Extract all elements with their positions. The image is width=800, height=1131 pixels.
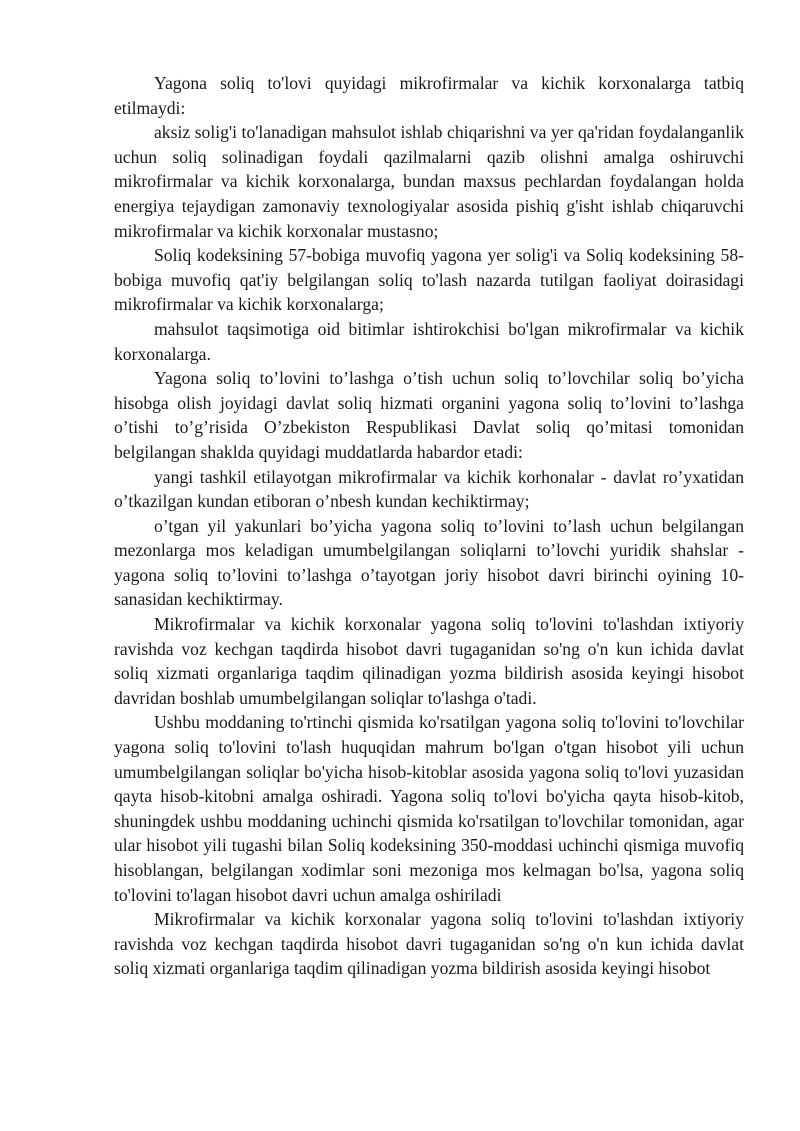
paragraph-1: Yagona soliq to'lovi quyidagi mikrofirmalar va kichik korxonalarga tatbiq etilmaydi:	[114, 73, 744, 118]
paragraph-3: Soliq kodeksining 57-bobiga muvofiq yagona yer solig'i va Soliq kodeksining 58-bobiga muvofiq qat'iy belgilangan soliq to'lash nazarda tutilgan faoliyat doirasidagi mikrofirmalar va kichik korxonalarga;	[114, 245, 744, 315]
paragraph-5: Yagona soliq to’lovini to’lashga o’tish uchun soliq to’lovchilar soliq bo’yicha hisobga olish joyidagi davlat soliq hizmati organini yagona soliq to’lovini to’lashga o’tishi to’g’risida O’zbekiston Respublikasi Davlat soliq qo’mitasi tomonidan belgilangan shaklda quyidagi muddatlarda habardor etadi:	[114, 368, 744, 462]
paragraph-2: aksiz solig'i to'lanadigan mahsulot ishlab chiqarishni va yer qa'ridan foydalanganlik uchun soliq solinadigan foydali qazilmalarni qazib olishni amalga oshiruvchi mikrofirmalar va kichik korxonalarga, bundan maxsus pechlardan foydalangan holda energiya tejaydigan zamonaviy texnologiyalar asosida pishiq g'isht ishlab chiqaruvchi mikrofirmalar va kichik korxonalar mustasno;	[114, 122, 744, 241]
paragraph-7: o’tgan yil yakunlari bo’yicha yagona soliq to’lovini to’lash uchun belgilangan mezonlarga mos keladigan umumbelgilangan soliqlarni to’lovchi yuridik shahslar - yagona soliq to’lovini to’lashga o’tayotgan joriy hisobot davri birinchi oyining 10-sanasidan kechiktirmay.	[114, 515, 744, 610]
paragraph-9: Ushbu moddaning to'rtinchi qismida ko'rsatilgan yagona soliq to'lovini to'lovchilar yagona soliq to'lovini to'lash huquqidan mahrum bo'lgan o'tgan hisobot yili uchun umumbelgilangan soliqlar bo'yicha hisob-kitoblar asosida yagona soliq to'lovi yuzasidan qayta hisob-kitobni amalga oshiradi. Yagona soliq to'lovi bo'yicha qayta hisob-kitob, shuningdek ushbu moddaning uchinchi qismida ko'rsatilgan to'lovchilar tomonidan, agar ular hisobot yili tugashi bilan Soliq kodeksining 350-moddasi uchinchi qismiga muvofiq hisoblangan, belgilangan xodimlar soni mezoniga mos kelmagan bo'lsa, yagona soliq to'lovini to'lagan hisobot davri uchun amalga oshiriladi	[114, 712, 744, 905]
paragraph-4: mahsulot taqsimotiga oid bitimlar ishtirokchisi bo'lgan mikrofirmalar va kichik korxonalarga.	[114, 318, 744, 364]
paragraph-8: Mikrofirmalar va kichik korxonalar yagona soliq to'lovini to'lashdan ixtiyoriy ravishda voz kechgan taqdirda hisobot davri tugaganidan so'ng o'n kun ichida davlat soliq xizmati organlariga taqdim qilinadigan yozma bildirish asosida keyingi hisobot davridan boshlab umumbelgilangan soliqlar to'lashga o'tadi.	[114, 614, 744, 708]
paragraph-10: Mikrofirmalar va kichik korxonalar yagona soliq to'lovini to'lashdan ixtiyoriy ravishda voz kechgan taqdirda hisobot davri tugaganidan so'ng o'n kun ichida davlat soliq xizmati organlariga taqdim qilinadigan yozma bildirish asosida keyingi hisobot	[114, 909, 744, 979]
paragraph-6: yangi tashkil etilayotgan mikrofirmalar va kichik korhonalar - davlat ro’yxatidan o’tkazilgan kundan etiboran o’nbesh kundan kechiktirmay;	[114, 466, 744, 512]
document-page	[114, 71, 744, 981]
